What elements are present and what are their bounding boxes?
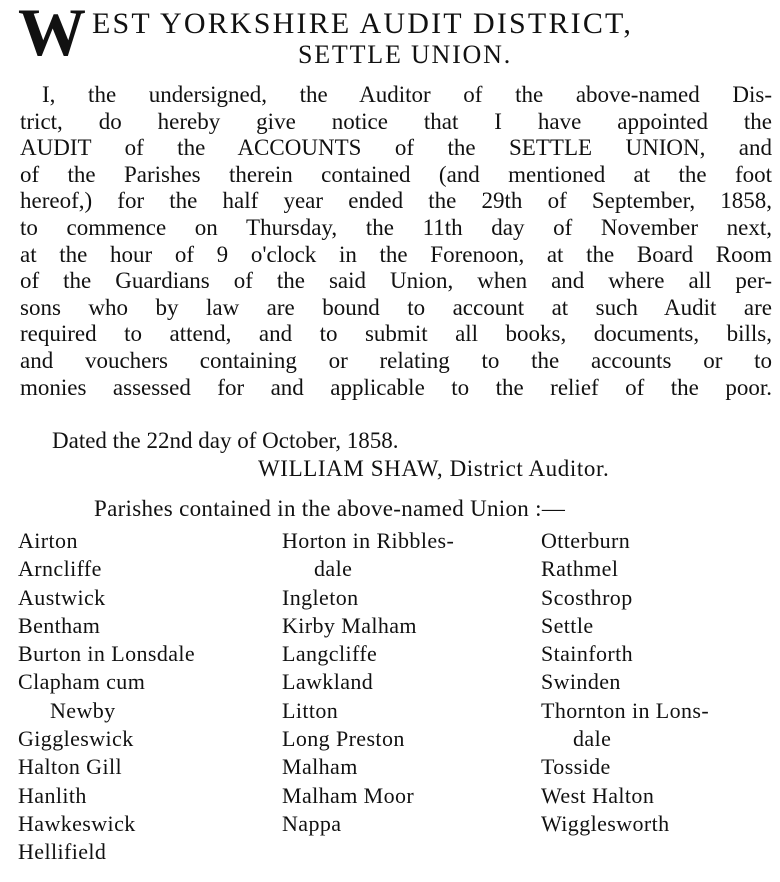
body-line: monies assessed for and applicable to the relief of the poor. (20, 374, 772, 400)
parish-name: Clapham cum (18, 669, 146, 695)
body-line: I, the undersigned, the Auditor of the above-named Dis- (42, 82, 772, 107)
parish-name: Airton (18, 528, 78, 553)
body-line: trict, do hereby give notice that I have appointed the (20, 108, 772, 134)
parish-column-1 (18, 527, 195, 867)
body-line: of the Guardians of the said Union, when and where all per- (20, 268, 772, 294)
parish-name: Langcliffe (282, 641, 378, 667)
parish-name: Kirby Malham (282, 612, 417, 638)
parish-name: Giggleswick (18, 726, 134, 752)
notice-subtitle: SETTLE UNION. (297, 40, 513, 69)
body-line: sons who by law are bound to account at such Audit are (20, 294, 772, 320)
parish-column-2 (282, 527, 454, 838)
parish-name: West Halton (541, 782, 655, 808)
body-line: to commence on Thursday, the 11th day of November next, (20, 215, 772, 240)
parish-name: Arncliffe (18, 556, 102, 582)
body-line: of the Parishes therein contained (and mentioned at the foot (20, 161, 772, 187)
parishes-heading: Parishes contained in the above-named Union :— (94, 496, 566, 521)
title-dropcap: W (18, 0, 86, 70)
parish-name: Settle (541, 612, 594, 638)
dated-line: Dated the 22nd day of October, 1858. (52, 428, 399, 453)
parish-name: Hanlith (18, 782, 87, 808)
parish-name: Litton (282, 697, 339, 723)
parish-name: Otterburn (541, 528, 631, 553)
parish-name: Tosside (541, 754, 611, 780)
auditor-signature: WILLIAM SHAW, District Auditor. (258, 456, 610, 481)
parish-name: Long Preston (282, 726, 405, 752)
body-line: required to attend, and to submit all books, documents, bills, (20, 321, 772, 347)
parish-name: Scosthrop (541, 584, 633, 610)
parish-column-3 (541, 527, 709, 838)
parish-name: Malham (282, 754, 358, 780)
parish-name: Halton Gill (18, 754, 123, 780)
parish-name: Stainforth (541, 641, 633, 667)
parish-name: Wigglesworth (541, 810, 670, 836)
parish-name: Austwick (18, 584, 106, 610)
parish-name: Horton in Ribbles- (282, 528, 455, 553)
title-line-1: EST YORKSHIRE AUDIT DISTRICT, (92, 7, 634, 40)
parish-name: Rathmel (541, 556, 619, 582)
parish-name: Ingleton (282, 584, 359, 610)
body-line: and vouchers containing or relating to the accounts or to (20, 348, 772, 373)
parish-name: Malham Moor (282, 782, 415, 808)
parish-name: Bentham (18, 612, 101, 638)
body-line: AUDIT of the ACCOUNTS of the SETTLE UNION, and (20, 135, 772, 161)
parish-name: Newby (50, 697, 116, 723)
parish-name: Thornton in Lons- (541, 697, 710, 723)
parish-name: Swinden (541, 669, 621, 695)
body-line: at the hour of 9 o'clock in the Forenoon, at the Board Room (20, 241, 772, 267)
body-line: hereof,) for the half year ended the 29th of September, 1858, (20, 188, 772, 214)
parish-name: Hawkeswick (18, 810, 136, 836)
parish-name: dale (573, 726, 612, 752)
parish-name: Lawkland (282, 669, 374, 695)
parish-name: Burton in Lonsdale (18, 641, 196, 667)
parish-name: dale (314, 556, 353, 582)
parish-name: Nappa (282, 810, 342, 836)
parish-name: Hellifield (18, 839, 107, 865)
